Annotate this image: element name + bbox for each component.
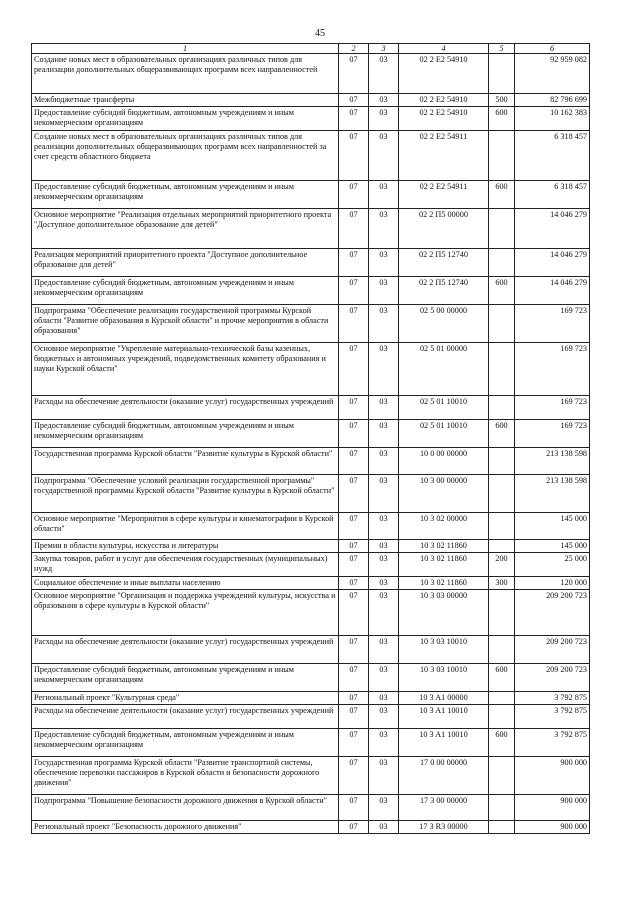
- cell-amount: 14 046 279: [515, 209, 590, 249]
- cell-subsection: 03: [369, 396, 399, 420]
- table-row: [32, 705, 590, 729]
- table-row: [32, 249, 590, 277]
- cell-expense-type: [489, 540, 515, 553]
- cell-target-article: 17 3 R3 00000: [399, 821, 489, 834]
- cell-section: 07: [339, 636, 369, 664]
- cell-subsection: 03: [369, 821, 399, 834]
- cell-expense-type: [489, 513, 515, 540]
- cell-section: 07: [339, 705, 369, 729]
- table-row: [32, 209, 590, 249]
- table-row: [32, 664, 590, 692]
- cell-name: Предоставление субсидий бюджетным, автономным учреждениям и иным некоммерческим организациям: [32, 181, 339, 209]
- cell-subsection: 03: [369, 343, 399, 396]
- cell-target-article: 02 2 E2 54910: [399, 94, 489, 107]
- cell-name: Предоставление субсидий бюджетным, автономным учреждениям и иным некоммерческим организациям: [32, 277, 339, 305]
- table-row: [32, 513, 590, 540]
- cell-amount: 169 723: [515, 343, 590, 396]
- cell-name: Расходы на обеспечение деятельности (оказание услуг) государственных учреждений: [32, 705, 339, 729]
- cell-expense-type: [489, 305, 515, 343]
- cell-amount: 6 318 457: [515, 181, 590, 209]
- cell-section: 07: [339, 664, 369, 692]
- table-row: [32, 729, 590, 757]
- cell-amount: 145 000: [515, 513, 590, 540]
- cell-section: 07: [339, 209, 369, 249]
- cell-section: 07: [339, 249, 369, 277]
- cell-expense-type: [489, 757, 515, 795]
- cell-target-article: 10 3 03 10010: [399, 636, 489, 664]
- cell-section: 07: [339, 577, 369, 590]
- cell-expense-type: 600: [489, 664, 515, 692]
- cell-amount: 209 200 723: [515, 590, 590, 636]
- cell-name: Основное мероприятие "Организация и поддержка учреждений культуры, искусства и образования в сфере культуры в Курской области": [32, 590, 339, 636]
- cell-subsection: 03: [369, 577, 399, 590]
- cell-amount: 10 162 383: [515, 107, 590, 131]
- cell-target-article: 02 5 00 00000: [399, 305, 489, 343]
- cell-section: 07: [339, 757, 369, 795]
- cell-name: Подпрограмма "Обеспечение реализации государственной программы Курской области "Развитие образования в Курской области" и прочие мероприятия в области образования": [32, 305, 339, 343]
- cell-expense-type: 300: [489, 577, 515, 590]
- cell-section: 07: [339, 729, 369, 757]
- cell-expense-type: [489, 636, 515, 664]
- cell-section: 07: [339, 795, 369, 821]
- cell-section: 07: [339, 821, 369, 834]
- cell-section: 07: [339, 343, 369, 396]
- table-row: [32, 475, 590, 513]
- table-row: [32, 821, 590, 834]
- cell-amount: 14 046 279: [515, 277, 590, 305]
- cell-name: Создание новых мест в образовательных организациях различных типов для реализации дополнительных общеразвивающих программ всех направленностей: [32, 54, 339, 94]
- cell-amount: 14 046 279: [515, 249, 590, 277]
- cell-name: Расходы на обеспечение деятельности (оказание услуг) государственных учреждений: [32, 396, 339, 420]
- cell-name: Основное мероприятие "Укрепление материально-технической базы казенных, бюджетных и автономных учреждений, подведомственных комитету образования и науки Курской области": [32, 343, 339, 396]
- cell-expense-type: [489, 705, 515, 729]
- header-cell-3: 3: [369, 44, 399, 54]
- cell-name: Государственная программа Курской области "Развитие транспортной системы, обеспечение перевозки пассажиров в Курской области и безопасности дорожного движения": [32, 757, 339, 795]
- cell-expense-type: 200: [489, 553, 515, 577]
- header-cell-1: 1: [32, 44, 339, 54]
- cell-subsection: 03: [369, 420, 399, 448]
- cell-amount: 169 723: [515, 396, 590, 420]
- cell-section: 07: [339, 513, 369, 540]
- table-row: [32, 343, 590, 396]
- table-body: [32, 44, 590, 834]
- cell-subsection: 03: [369, 54, 399, 94]
- cell-amount: 169 723: [515, 305, 590, 343]
- page-number: 45: [315, 28, 325, 39]
- cell-name: Расходы на обеспечение деятельности (оказание услуг) государственных учреждений: [32, 636, 339, 664]
- cell-expense-type: [489, 448, 515, 475]
- header-cell-2: 2: [339, 44, 369, 54]
- cell-target-article: 02 2 E2 54910: [399, 54, 489, 94]
- cell-subsection: 03: [369, 636, 399, 664]
- cell-target-article: 02 5 01 00000: [399, 343, 489, 396]
- cell-expense-type: 600: [489, 277, 515, 305]
- cell-amount: 25 000: [515, 553, 590, 577]
- table-row: [32, 448, 590, 475]
- cell-name: Реализация мероприятий приоритетного проекта "Доступное дополнительное образование для детей": [32, 249, 339, 277]
- cell-expense-type: [489, 131, 515, 181]
- header-cell-4: 4: [399, 44, 489, 54]
- cell-target-article: 10 3 A1 10010: [399, 729, 489, 757]
- cell-target-article: 10 3 02 11860: [399, 540, 489, 553]
- cell-target-article: 10 3 02 11860: [399, 553, 489, 577]
- table-row: [32, 396, 590, 420]
- cell-expense-type: [489, 821, 515, 834]
- cell-subsection: 03: [369, 795, 399, 821]
- cell-amount: 120 000: [515, 577, 590, 590]
- cell-subsection: 03: [369, 475, 399, 513]
- cell-target-article: 02 2 П5 12740: [399, 277, 489, 305]
- cell-subsection: 03: [369, 305, 399, 343]
- cell-section: 07: [339, 475, 369, 513]
- cell-section: 07: [339, 54, 369, 94]
- cell-target-article: 02 2 П5 00000: [399, 209, 489, 249]
- cell-amount: 3 792 875: [515, 692, 590, 705]
- cell-subsection: 03: [369, 540, 399, 553]
- table-row: [32, 94, 590, 107]
- cell-section: 07: [339, 553, 369, 577]
- cell-expense-type: [489, 795, 515, 821]
- cell-subsection: 03: [369, 249, 399, 277]
- cell-target-article: 10 3 02 11860: [399, 577, 489, 590]
- cell-name: Государственная программа Курской области "Развитие культуры в Курской области": [32, 448, 339, 475]
- cell-subsection: 03: [369, 729, 399, 757]
- cell-subsection: 03: [369, 131, 399, 181]
- cell-subsection: 03: [369, 448, 399, 475]
- cell-subsection: 03: [369, 692, 399, 705]
- cell-expense-type: [489, 54, 515, 94]
- cell-amount: 900 000: [515, 757, 590, 795]
- table-row: [32, 277, 590, 305]
- cell-amount: 169 723: [515, 420, 590, 448]
- cell-name: Социальное обеспечение и иные выплаты населению: [32, 577, 339, 590]
- cell-section: 07: [339, 692, 369, 705]
- cell-expense-type: 600: [489, 729, 515, 757]
- cell-expense-type: [489, 209, 515, 249]
- cell-target-article: 02 2 E2 54911: [399, 131, 489, 181]
- cell-expense-type: 600: [489, 181, 515, 209]
- cell-target-article: 02 2 E2 54911: [399, 181, 489, 209]
- cell-amount: 3 792 875: [515, 729, 590, 757]
- cell-name: Региональный проект "Безопасность дорожного движения": [32, 821, 339, 834]
- cell-subsection: 03: [369, 181, 399, 209]
- cell-name: Основное мероприятие "Реализация отдельных мероприятий приоритетного проекта "Доступное дополнительное образование для детей": [32, 209, 339, 249]
- table-row: [32, 54, 590, 94]
- cell-amount: 900 000: [515, 795, 590, 821]
- cell-name: Подпрограмма "Повышение безопасности дорожного движения в Курской области": [32, 795, 339, 821]
- table-row: [32, 420, 590, 448]
- cell-name: Межбюджетные трансферты: [32, 94, 339, 107]
- table-row: [32, 305, 590, 343]
- cell-target-article: 02 5 01 10010: [399, 420, 489, 448]
- cell-name: Региональный проект "Культурная среда": [32, 692, 339, 705]
- header-cell-5: 5: [489, 44, 515, 54]
- cell-target-article: 10 3 00 00000: [399, 475, 489, 513]
- cell-subsection: 03: [369, 590, 399, 636]
- cell-name: Подпрограмма "Обеспечение условий реализации государственной программы" государственной программы Курской области "Развитие культуры в Курской области": [32, 475, 339, 513]
- cell-amount: 92 959 082: [515, 54, 590, 94]
- cell-expense-type: 600: [489, 420, 515, 448]
- cell-expense-type: 500: [489, 94, 515, 107]
- cell-subsection: 03: [369, 277, 399, 305]
- cell-amount: 209 200 723: [515, 636, 590, 664]
- cell-target-article: 10 3 A1 10010: [399, 705, 489, 729]
- cell-target-article: 10 3 03 10010: [399, 664, 489, 692]
- cell-expense-type: [489, 475, 515, 513]
- cell-section: 07: [339, 420, 369, 448]
- cell-expense-type: [489, 343, 515, 396]
- cell-subsection: 03: [369, 705, 399, 729]
- cell-target-article: 17 3 00 00000: [399, 795, 489, 821]
- cell-amount: 209 200 723: [515, 664, 590, 692]
- table-row: [32, 692, 590, 705]
- cell-section: 07: [339, 181, 369, 209]
- table-row: [32, 757, 590, 795]
- cell-name: Предоставление субсидий бюджетным, автономным учреждениям и иным некоммерческим организациям: [32, 420, 339, 448]
- cell-section: 07: [339, 131, 369, 181]
- cell-subsection: 03: [369, 209, 399, 249]
- cell-target-article: 02 2 П5 12740: [399, 249, 489, 277]
- cell-amount: 900 000: [515, 821, 590, 834]
- table-row: [32, 540, 590, 553]
- cell-name: Предоставление субсидий бюджетным, автономным учреждениям и иным некоммерческим организациям: [32, 107, 339, 131]
- table-row: [32, 553, 590, 577]
- cell-target-article: 10 3 03 00000: [399, 590, 489, 636]
- cell-name: Предоставление субсидий бюджетным, автономным учреждениям и иным некоммерческим организациям: [32, 729, 339, 757]
- cell-subsection: 03: [369, 664, 399, 692]
- cell-name: Предоставление субсидий бюджетным, автономным учреждениям и иным некоммерческим организациям: [32, 664, 339, 692]
- cell-expense-type: [489, 692, 515, 705]
- cell-subsection: 03: [369, 757, 399, 795]
- header-row: [32, 44, 590, 54]
- cell-expense-type: [489, 590, 515, 636]
- cell-amount: 213 138 598: [515, 475, 590, 513]
- cell-name: Создание новых мест в образовательных организациях различных типов для реализации дополнительных общеразвивающих программ всех направленностей за счет средств областного бюджета: [32, 131, 339, 181]
- cell-target-article: 02 5 01 10010: [399, 396, 489, 420]
- cell-section: 07: [339, 277, 369, 305]
- cell-target-article: 02 2 E2 54910: [399, 107, 489, 131]
- cell-section: 07: [339, 305, 369, 343]
- table-row: [32, 590, 590, 636]
- table-row: [32, 181, 590, 209]
- cell-section: 07: [339, 448, 369, 475]
- cell-expense-type: 600: [489, 107, 515, 131]
- cell-amount: 82 796 699: [515, 94, 590, 107]
- cell-amount: 3 792 875: [515, 705, 590, 729]
- header-cell-6: 6: [515, 44, 590, 54]
- table-row: [32, 795, 590, 821]
- cell-amount: 6 318 457: [515, 131, 590, 181]
- table-row: [32, 107, 590, 131]
- cell-subsection: 03: [369, 513, 399, 540]
- cell-amount: 145 000: [515, 540, 590, 553]
- cell-target-article: 10 3 A1 00000: [399, 692, 489, 705]
- cell-target-article: 10 0 00 00000: [399, 448, 489, 475]
- cell-subsection: 03: [369, 107, 399, 131]
- cell-expense-type: [489, 249, 515, 277]
- cell-name: Закупка товаров, работ и услуг для обеспечения государственных (муниципальных) нужд: [32, 553, 339, 577]
- cell-target-article: 10 3 02 00000: [399, 513, 489, 540]
- cell-subsection: 03: [369, 553, 399, 577]
- cell-section: 07: [339, 540, 369, 553]
- budget-table: [31, 43, 590, 834]
- cell-name: Премии в области культуры, искусства и литературы: [32, 540, 339, 553]
- cell-amount: 213 138 598: [515, 448, 590, 475]
- cell-target-article: 17 0 00 00000: [399, 757, 489, 795]
- cell-expense-type: [489, 396, 515, 420]
- cell-section: 07: [339, 94, 369, 107]
- cell-section: 07: [339, 590, 369, 636]
- cell-section: 07: [339, 396, 369, 420]
- cell-name: Основное мероприятие "Мероприятия в сфере культуры и кинематографии в Курской области": [32, 513, 339, 540]
- table-row: [32, 636, 590, 664]
- table-row: [32, 131, 590, 181]
- cell-section: 07: [339, 107, 369, 131]
- cell-subsection: 03: [369, 94, 399, 107]
- table-row: [32, 577, 590, 590]
